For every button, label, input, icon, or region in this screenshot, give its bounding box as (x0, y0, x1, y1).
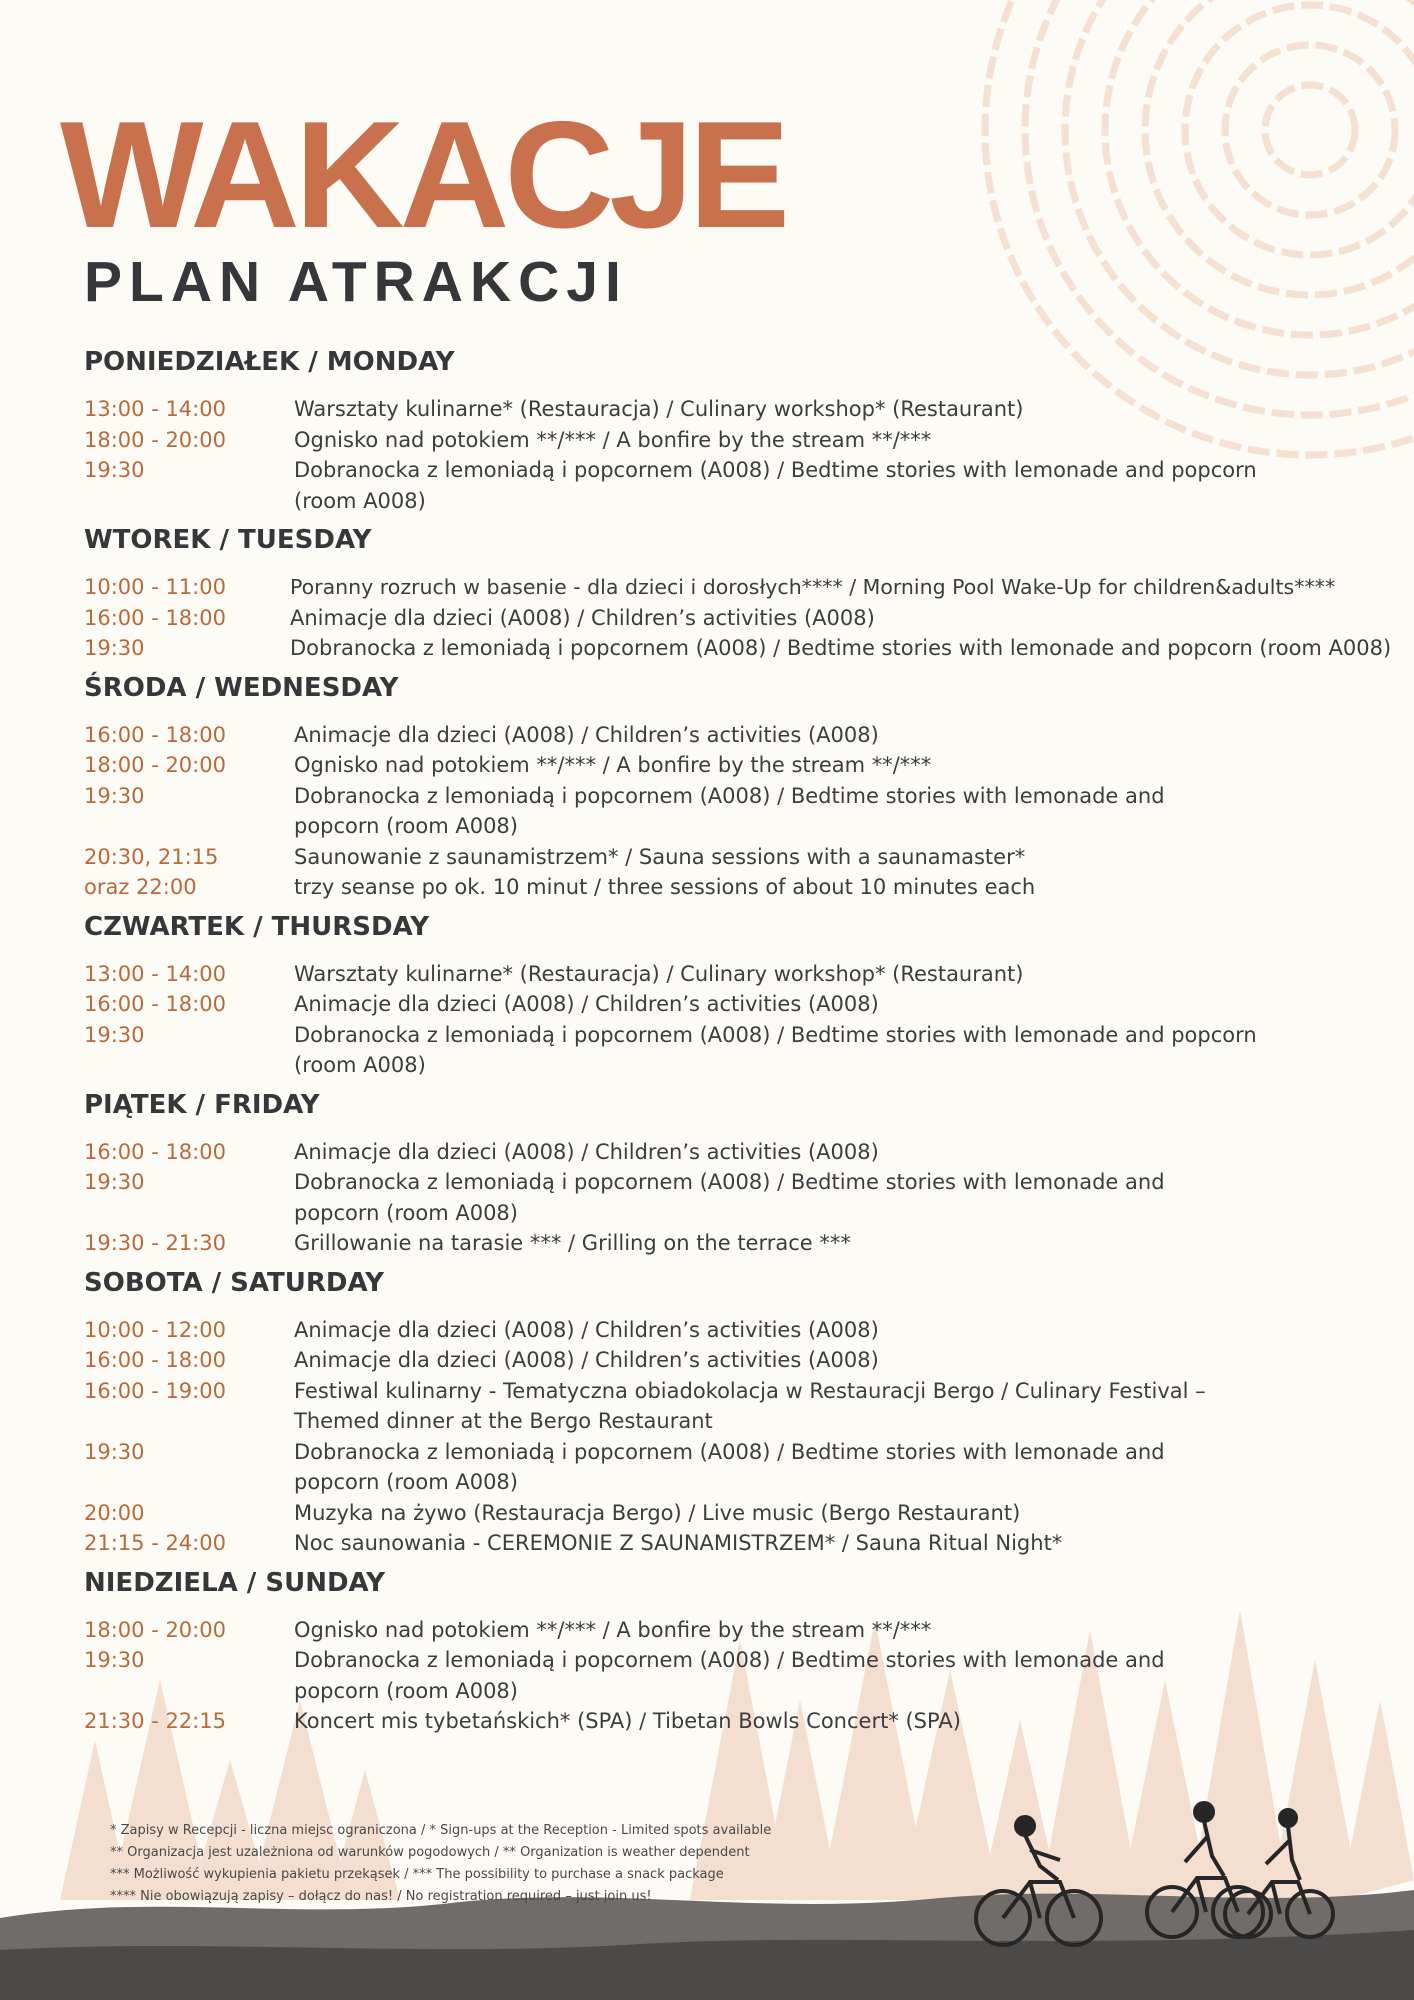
event-time: 19:30 (84, 1022, 145, 1047)
event-row (84, 1437, 1404, 1498)
event-description: Dobranocka z lemoniadą i popcornem (A008) / Bedtime stories with lemonade and popcorn (room A008) (294, 1648, 1165, 1703)
page-subtitle: PLAN ATRAKCJI (84, 250, 628, 314)
event-row (84, 842, 1404, 873)
event-description: Dobranocka z lemoniadą i popcornem (A008) / Bedtime stories with lemonade and popcorn (room A008) (294, 458, 1257, 513)
event-row (84, 720, 1404, 751)
event-description: Animacje dla dzieci (A008) / Children’s activities (A008) (294, 722, 879, 747)
event-time: 19:30 (84, 1170, 145, 1194)
event-description: Koncert mis tybetańskich* (SPA) / Tibetan Bowls Concert* (SPA) (294, 1709, 961, 1733)
event-description: Ognisko nad potokiem **/*** / A bonfire by the stream **/*** (294, 1617, 932, 1642)
event-description: Warsztaty kulinarne* (Restauracja) / Culinary workshop* (Restaurant) (294, 961, 1024, 986)
event-time: 19:30 (84, 783, 145, 808)
schedule (84, 344, 1404, 1743)
event-time: 19:30 (84, 1648, 145, 1672)
event-description: Dobranocka z lemoniadą i popcornem (A008) / Bedtime stories with lemonade and popcorn (room A008) (294, 1439, 1165, 1494)
event-row (84, 633, 1404, 664)
event-time: oraz 22:00 (84, 875, 197, 899)
event-row (84, 989, 1404, 1020)
event-time: 10:00 - 12:00 (84, 1317, 226, 1342)
event-row (84, 394, 1404, 425)
day-monday (84, 344, 1404, 516)
event-row (84, 1315, 1404, 1346)
event-row (84, 1376, 1404, 1437)
event-row (84, 603, 1404, 634)
day-title: CZWARTEK / THURSDAY (84, 911, 430, 942)
event-row (84, 872, 1404, 903)
event-time: 19:30 (84, 1439, 145, 1464)
event-description: Noc saunowania - CEREMONIE Z SAUNAMISTRZEM* / Sauna Ritual Night* (294, 1531, 1063, 1555)
event-description: Animacje dla dzieci (A008) / Children’s activities (A008) (290, 605, 875, 630)
event-time: 16:00 - 18:00 (84, 992, 226, 1016)
event-time: 16:00 - 18:00 (84, 605, 226, 630)
event-time: 19:30 (84, 458, 145, 482)
event-description: Poranny rozruch w basenie - dla dzieci i dorosłych**** / Morning Pool Wake-Up for children&adults**** (290, 575, 1336, 599)
event-row (84, 1228, 1404, 1259)
event-row (84, 1137, 1404, 1168)
page-title: WAKACJE (60, 90, 786, 260)
event-row (84, 1167, 1404, 1228)
footnotes (110, 1820, 771, 1908)
event-description: Dobranocka z lemoniadą i popcornem (A008) / Bedtime stories with lemonade and popcorn (room A008) (290, 636, 1392, 660)
event-row (84, 1706, 1404, 1737)
event-time: 19:30 (84, 636, 145, 660)
event-time: 16:00 - 18:00 (84, 1348, 226, 1372)
event-row (84, 572, 1404, 603)
event-time: 18:00 - 20:00 (84, 753, 226, 777)
event-time: 16:00 - 19:00 (84, 1378, 226, 1403)
event-row (84, 750, 1404, 781)
day-title: ŚRODA / WEDNESDAY (84, 672, 399, 703)
event-time: 20:30, 21:15 (84, 844, 219, 869)
event-time: 18:00 - 20:00 (84, 1617, 226, 1642)
day-tuesday (84, 522, 1404, 664)
event-time: 20:00 (84, 1500, 145, 1525)
day-title: PONIEDZIAŁEK / MONDAY (84, 347, 455, 377)
event-description: Dobranocka z lemoniadą i popcornem (A008) / Bedtime stories with lemonade and popcorn (room A008) (294, 783, 1165, 838)
event-time: 10:00 - 11:00 (84, 575, 226, 599)
event-time: 13:00 - 14:00 (84, 961, 226, 986)
event-time: 21:15 - 24:00 (84, 1531, 226, 1555)
day-title: PIĄTEK / FRIDAY (84, 1089, 320, 1120)
event-description: Animacje dla dzieci (A008) / Children’s activities (A008) (294, 992, 879, 1016)
footnote: *** Możliwość wykupienia pakietu przekąsek / *** The possibility to purchase a snack package (110, 1867, 724, 1882)
event-description: Festiwal kulinarny - Tematyczna obiadokolacja w Restauracji Bergo / Culinary Festival – Themed dinner at the Bergo Restaurant (294, 1378, 1206, 1433)
event-row (84, 1345, 1404, 1376)
event-time: 16:00 - 18:00 (84, 722, 226, 747)
day-saturday (84, 1265, 1404, 1559)
day-title: NIEDZIELA / SUNDAY (84, 1567, 385, 1598)
day-title: WTOREK / TUESDAY (84, 525, 372, 555)
event-row (84, 1020, 1404, 1081)
event-time: 16:00 - 18:00 (84, 1139, 226, 1164)
event-time: 13:00 - 14:00 (84, 397, 226, 421)
day-wednesday (84, 670, 1404, 903)
event-row (84, 1615, 1404, 1646)
event-row (84, 781, 1404, 842)
footnote: ** Organizacja jest uzależniona od warunków pogodowych / ** Organization is weather dependent (110, 1845, 750, 1860)
event-description: Warsztaty kulinarne* (Restauracja) / Culinary workshop* (Restaurant) (294, 397, 1024, 421)
event-description: Saunowanie z saunamistrzem* / Sauna sessions with a saunamaster* (294, 844, 1026, 869)
event-row (84, 1528, 1404, 1559)
event-time: 18:00 - 20:00 (84, 427, 226, 452)
event-description: Dobranocka z lemoniadą i popcornem (A008) / Bedtime stories with lemonade and popcorn (room A008) (294, 1022, 1257, 1077)
footnote: **** Nie obowiązują zapisy – dołącz do nas! / No registration required – just join us! (110, 1889, 652, 1904)
event-description: Ognisko nad potokiem **/*** / A bonfire by the stream **/*** (294, 427, 932, 452)
event-description: Animacje dla dzieci (A008) / Children’s activities (A008) (294, 1348, 879, 1372)
event-row (84, 425, 1404, 456)
event-row (84, 1645, 1404, 1706)
day-title: SOBOTA / SATURDAY (84, 1267, 384, 1298)
event-time: 21:30 - 22:15 (84, 1709, 226, 1733)
event-description: Grillowanie na tarasie *** / Grilling on the terrace *** (294, 1231, 851, 1255)
event-description: Animacje dla dzieci (A008) / Children’s activities (A008) (294, 1139, 879, 1164)
event-row (84, 959, 1404, 990)
event-description: Ognisko nad potokiem **/*** / A bonfire by the stream **/*** (294, 753, 932, 777)
footnote: * Zapisy w Recepcji - liczna miejsc ograniczona / * Sign-ups at the Reception - Limited spots available (110, 1823, 772, 1838)
event-description: Animacje dla dzieci (A008) / Children’s activities (A008) (294, 1317, 879, 1342)
day-friday (84, 1087, 1404, 1259)
event-description: Dobranocka z lemoniadą i popcornem (A008) / Bedtime stories with lemonade and popcorn (room A008) (294, 1170, 1165, 1225)
event-description: trzy seanse po ok. 10 minut / three sessions of about 10 minutes each (294, 875, 1036, 899)
event-description: Muzyka na żywo (Restauracja Bergo) / Live music (Bergo Restaurant) (294, 1500, 1021, 1525)
event-row (84, 455, 1404, 516)
event-time: 19:30 - 21:30 (84, 1231, 226, 1255)
event-row (84, 1498, 1404, 1529)
day-thursday (84, 909, 1404, 1081)
day-sunday (84, 1565, 1404, 1737)
